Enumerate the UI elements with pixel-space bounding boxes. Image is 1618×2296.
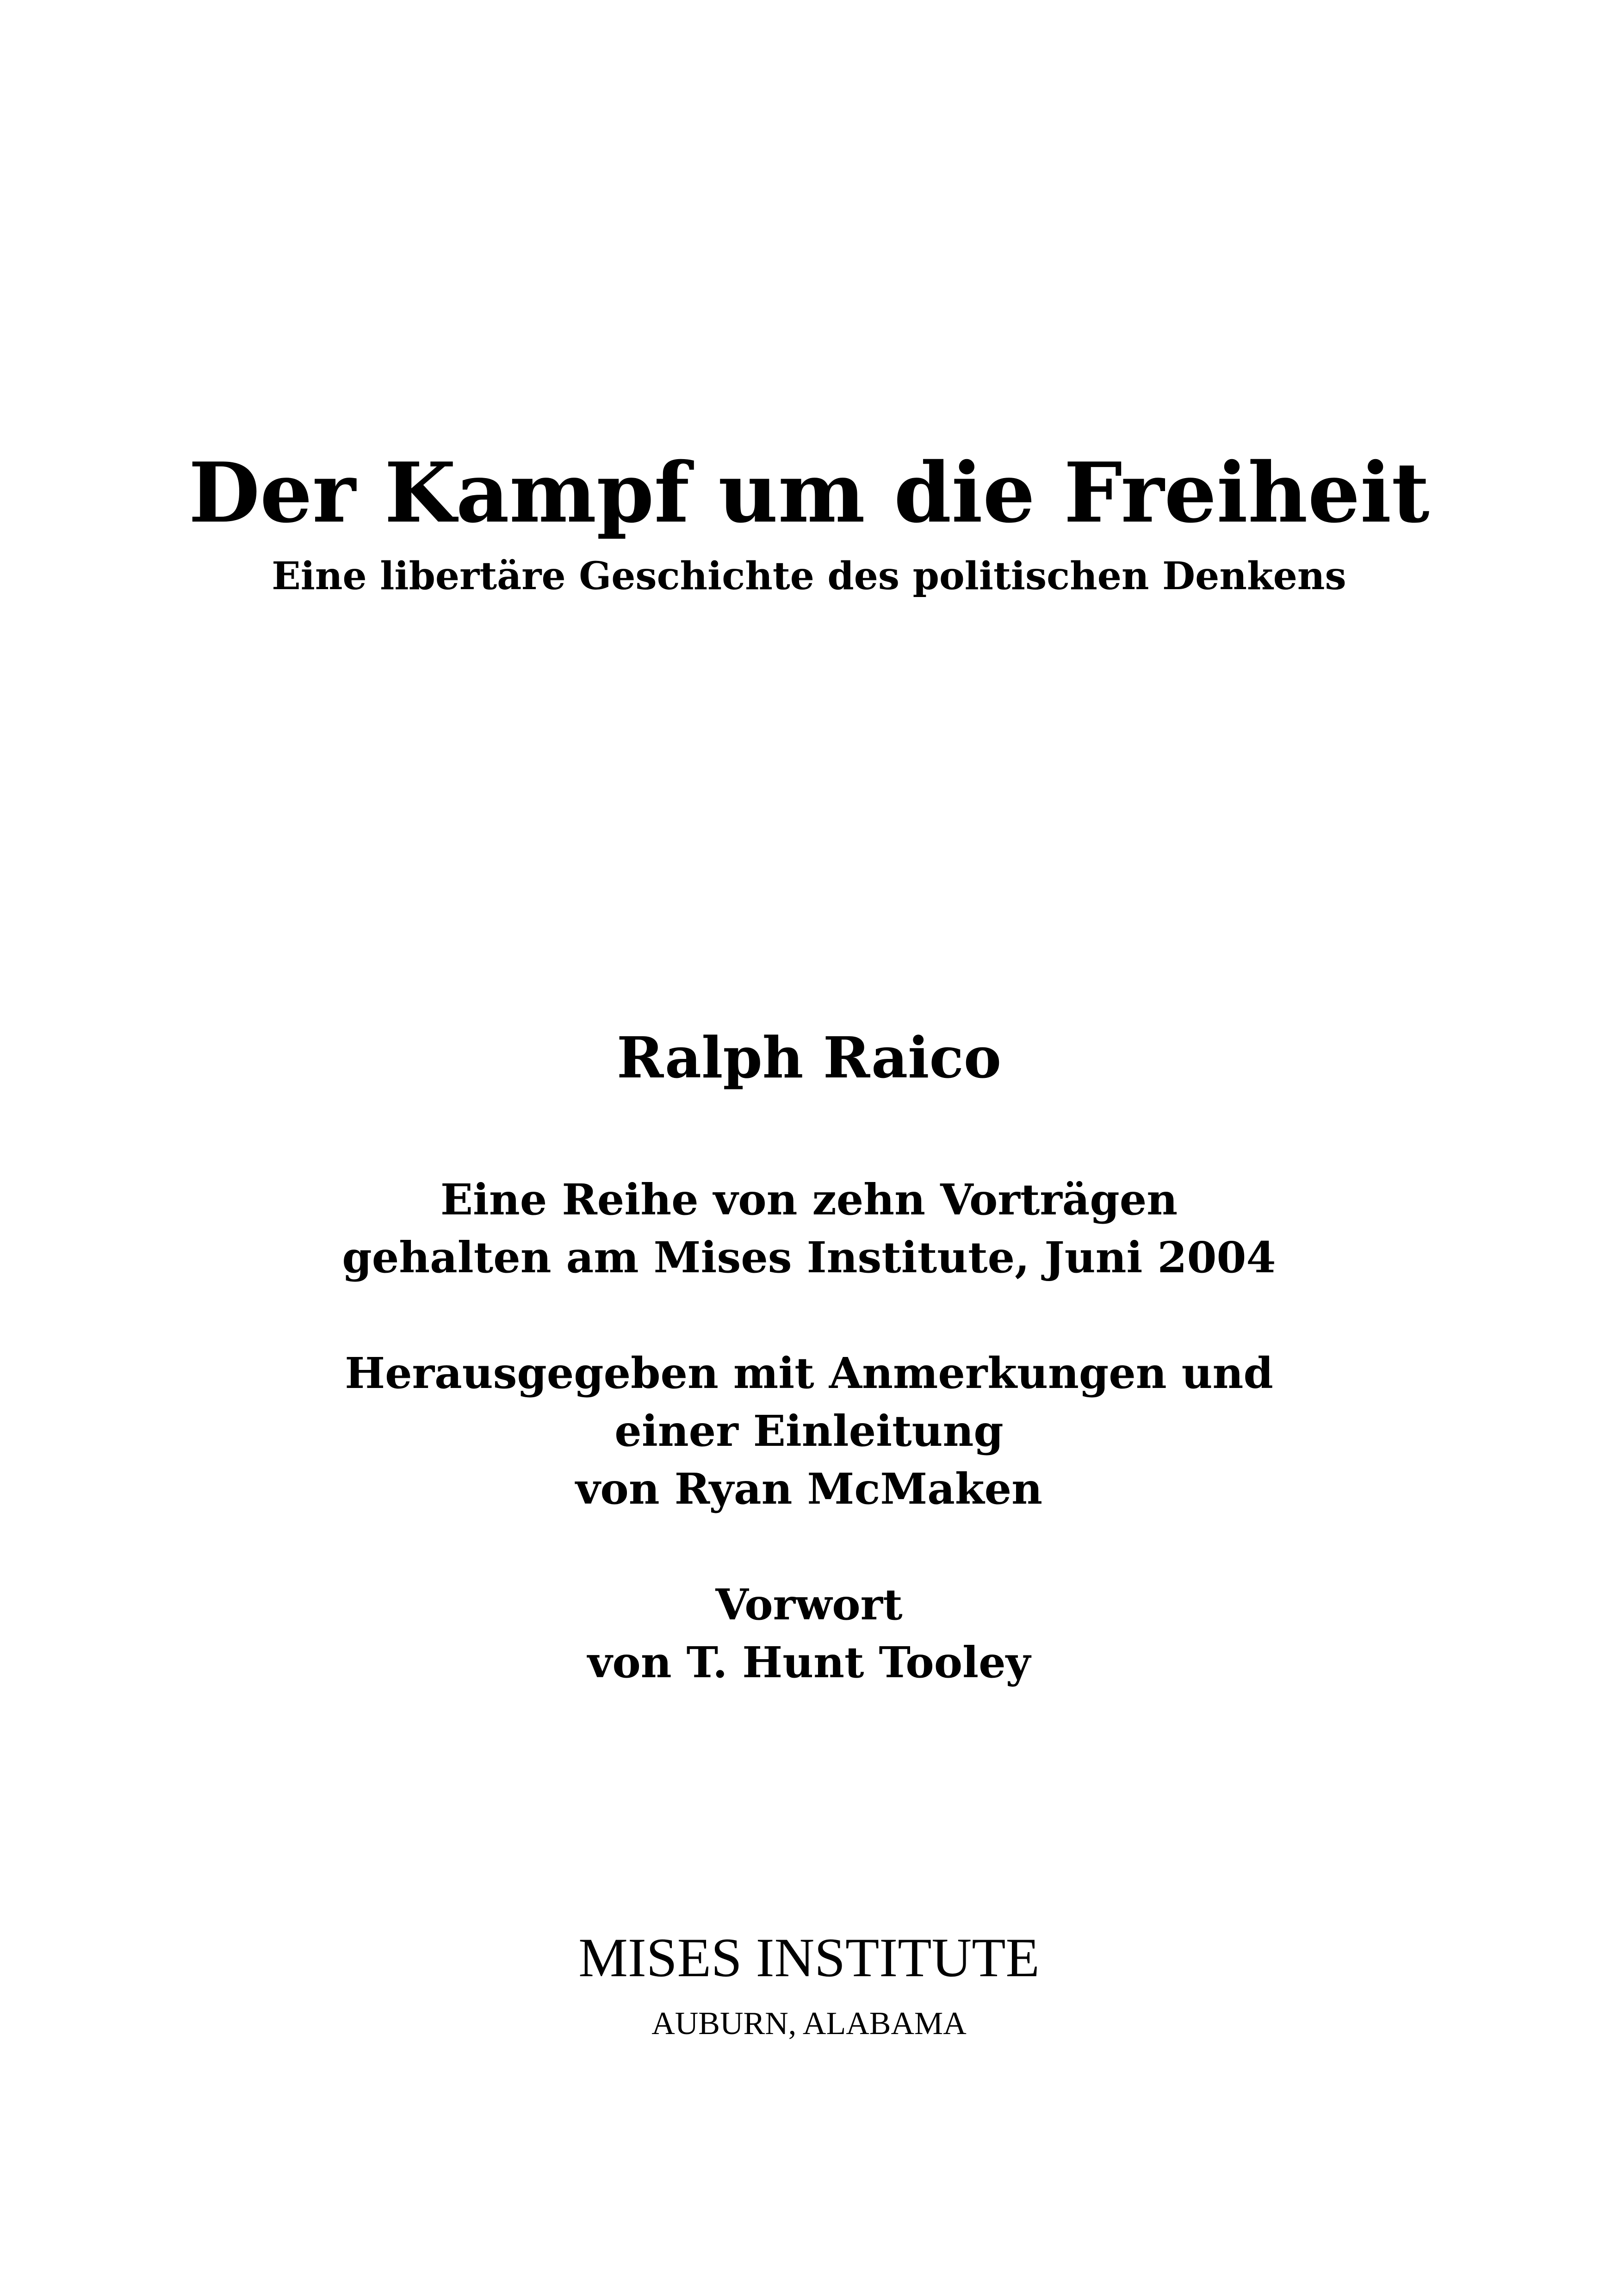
lecture-series-note [0, 1171, 1618, 1287]
editor-line-2: einer Einleitung [614, 1406, 1004, 1456]
publisher-name: MISES INSTITUTE [578, 1927, 1040, 1988]
editor-line-3: von Ryan McMaken [575, 1464, 1043, 1514]
book-subtitle: Eine libertäre Geschichte des politischen Denkens [272, 554, 1346, 598]
book-title: Der Kampf um die Freiheit [188, 444, 1430, 541]
foreword-line-2: von T. Hunt Tooley [587, 1637, 1031, 1687]
author-name: Ralph Raico [616, 1024, 1002, 1091]
foreword-line-1: Vorwort [715, 1580, 903, 1630]
editor-line-1: Herausgegeben mit Anmerkungen und [345, 1348, 1273, 1398]
foreword-note [0, 1576, 1618, 1692]
lecture-series-line-2: gehalten am Mises Institute, Juni 2004 [342, 1232, 1276, 1282]
editor-note [0, 1344, 1618, 1518]
lecture-series-line-1: Eine Reihe von zehn Vorträgen [440, 1175, 1178, 1225]
publisher-place: AUBURN, ALABAMA [651, 2006, 967, 2041]
